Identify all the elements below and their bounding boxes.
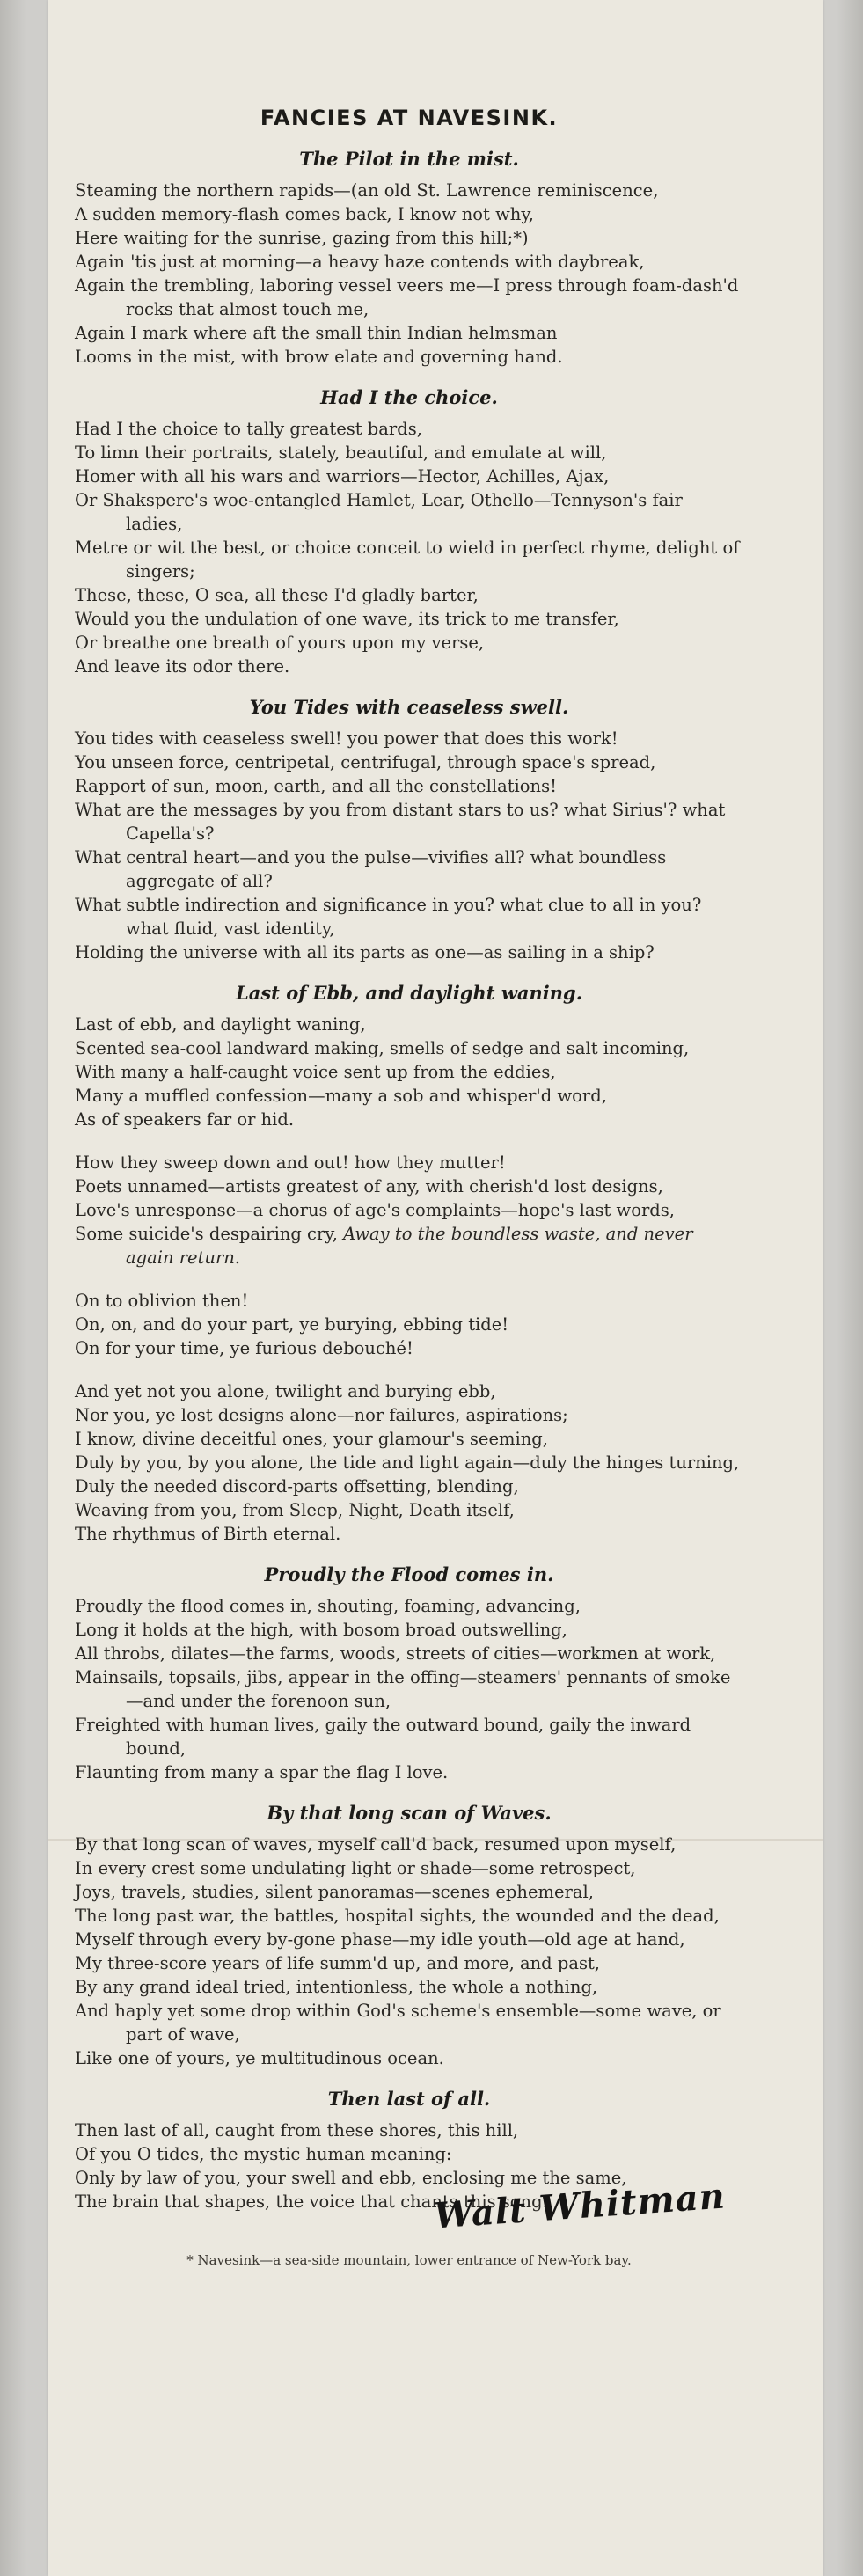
poem-line: On, on, and do your part, ye burying, ebbing tide! [75,1314,509,1335]
poem-line: A sudden memory-flash comes back, I know not why, [75,204,534,224]
poem-line: Only by law of you, your swell and ebb, enclosing me the same, [75,2168,627,2188]
section-poem [75,1594,743,1784]
poem-line: How they sweep down and out! how they mutter! [75,1153,506,1173]
poem-line: Nor you, ye lost designs alone—nor failures, aspirations; [75,1405,568,1425]
poem-line: Then last of all, caught from these shores, this hill, [75,2120,519,2141]
section-heading: Had I the choice. [320,386,498,408]
poem-line: Duly by you, by you alone, the tide and light again—duly the hinges turning, [75,1453,740,1473]
poem-line: In every crest some undulating light or shade—some retrospect, [75,1858,636,1878]
poem-line: Scented sea-cool landward making, smells of sedge and salt incoming, [75,1038,690,1058]
poem-line: Rapport of sun, moon, earth, and all the constellations! [75,776,557,796]
poem-line: My three-score years of life summ'd up, and more, and past, [75,1953,600,1973]
poem-line: Myself through every by-gone phase—my idle youth—old age at hand, [75,1929,685,1950]
section-heading: By that long scan of Waves. [267,1802,552,1824]
poem-line: These, these, O sea, all these I'd gladly barter, [75,585,479,605]
poem-line: Or breathe one breath of yours upon my verse, [75,633,485,653]
section-poem [75,1833,743,2070]
poem-line: And yet not you alone, twilight and burying ebb, [75,1381,496,1401]
section-heading: Then last of all. [327,2088,491,2110]
poem-line: On for your time, ye furious debouché! [75,1338,413,1358]
poem-line: Again 'tis just at morning—a heavy haze contends with daybreak, [75,252,645,272]
poem-line: Again the trembling, laboring vessel veers me—I press through foam-dash'd rocks that almost touch me, [75,275,739,319]
poem-line: Weaving from you, from Sleep, Night, Death itself, [75,1500,515,1520]
stanza-break [75,1131,743,1151]
poem-line: Steaming the northern rapids—(an old St. Lawrence reminiscence, [75,180,659,201]
poem-sections [75,148,743,2214]
poem-line: Poets unnamed—artists greatest of any, with cherish'd lost designs, [75,1176,663,1197]
poem-line: Homer with all his wars and warriors—Hector, Achilles, Ajax, [75,466,610,487]
section-heading: Proudly the Flood comes in. [264,1563,554,1585]
poem-line: What are the messages by you from distant stars to us? what Sirius'? what Capella's? [75,800,726,844]
poem-line: The brain that shapes, the voice that chants this song. [75,2192,548,2212]
poem-line: Many a muffled confession—many a sob and whisper'd word, [75,1086,607,1106]
poem-line: Again I mark where aft the small thin Indian helmsman [75,323,558,343]
section-poem [75,1013,743,1546]
poem-line: By any grand ideal tried, intentionless, the whole a nothing, [75,1977,598,1997]
poem-line: The rhythmus of Birth eternal. [75,1524,341,1544]
poem-line: Metre or wit the best, or choice conceit to wield in perfect rhyme, delight of singers; [75,538,740,582]
poem-line: I know, divine deceitful ones, your glamour's seeming, [75,1429,548,1449]
poem-line: Joys, travels, studies, silent panoramas—scenes ephemeral, [75,1882,594,1902]
poem-line: Flaunting from many a spar the flag I love. [75,1762,449,1782]
poem-line: Here waiting for the sunrise, gazing from this hill;*) [75,228,529,248]
stanza-break [75,1360,743,1379]
poem-line: Proudly the flood comes in, shouting, foaming, advancing, [75,1596,581,1616]
poem-line: What central heart—and you the pulse—vivifies all? what boundless aggregate of all? [75,847,667,891]
poem-line: Had I the choice to tally greatest bards, [75,419,422,439]
poem-line: You unseen force, centripetal, centrifugal, through space's spread, [75,752,656,772]
poem-line: Last of ebb, and daylight waning, [75,1014,366,1035]
poem-line: Love's unresponse—a chorus of age's complaints—hope's last words, [75,1200,675,1220]
poem-line: As of speakers far or hid. [75,1109,295,1130]
section-heading: Last of Ebb, and daylight waning. [235,982,583,1004]
poem-line: Like one of yours, ye multitudinous ocean. [75,2048,444,2068]
poem-line: Mainsails, topsails, jibs, appear in the offing—steamers' pennants of smoke—and under the forenoon sun, [75,1667,731,1711]
section-heading: You Tides with ceaseless swell. [249,696,569,718]
poem-line: With many a half-caught voice sent up from the eddies, [75,1062,556,1082]
poem-line: Long it holds at the high, with bosom broad outswelling, [75,1620,567,1640]
poem-line: By that long scan of waves, myself call'd back, resumed upon myself, [75,1834,677,1855]
poem-line: And leave its odor there. [75,656,290,677]
poem-line: The long past war, the battles, hospital sights, the wounded and the dead, [75,1906,720,1926]
poem-line: All throbs, dilates—the farms, woods, streets of cities—workmen at work, [75,1643,716,1664]
poem-line: Freighted with human lives, gaily the outward bound, gaily the inward bound, [75,1715,691,1759]
section-heading: The Pilot in the mist. [299,148,519,170]
italic-quote: Away to the boundless waste, and never again return. [126,1224,693,1268]
poem-line: Or Shakspere's woe-entangled Hamlet, Lear, Othello—Tennyson's fair ladies, [75,490,683,534]
poem-line: Duly the needed discord-parts offsetting, blending, [75,1476,519,1497]
document-title: FANCIES AT NAVESINK. [260,106,559,130]
poem-line: Of you O tides, the mystic human meaning: [75,2144,452,2164]
poem-line: Would you the undulation of one wave, its trick to me transfer, [75,609,619,629]
poem-line: Looms in the mist, with brow elate and governing hand. [75,347,563,367]
poem-document [75,106,743,2268]
poem-line: Holding the universe with all its parts as one—as sailing in a ship? [75,942,655,962]
section-poem [75,727,743,964]
footnote: * Navesink—a sea-side mountain, lower entrance of New-York bay. [186,2252,632,2268]
section-poem [75,417,743,678]
poem-line: And haply yet some drop within God's scheme's ensemble—some wave, or part of wave, [75,2001,721,2045]
poem-line: What subtle indirection and significance in you? what clue to all in you? what fluid, vast identity, [75,895,702,939]
poem-line: To limn their portraits, stately, beautiful, and emulate at will, [75,443,607,463]
author-signature: Walt Whitman [432,2175,728,2237]
poem-line: On to oblivion then! [75,1291,249,1311]
poem-line: You tides with ceaseless swell! you power that does this work! [75,728,618,749]
poem-line: Some suicide's despairing cry, Away to the boundless waste, and never again return. [75,1224,693,1268]
section-poem [75,179,743,369]
stanza-break [75,1270,743,1289]
